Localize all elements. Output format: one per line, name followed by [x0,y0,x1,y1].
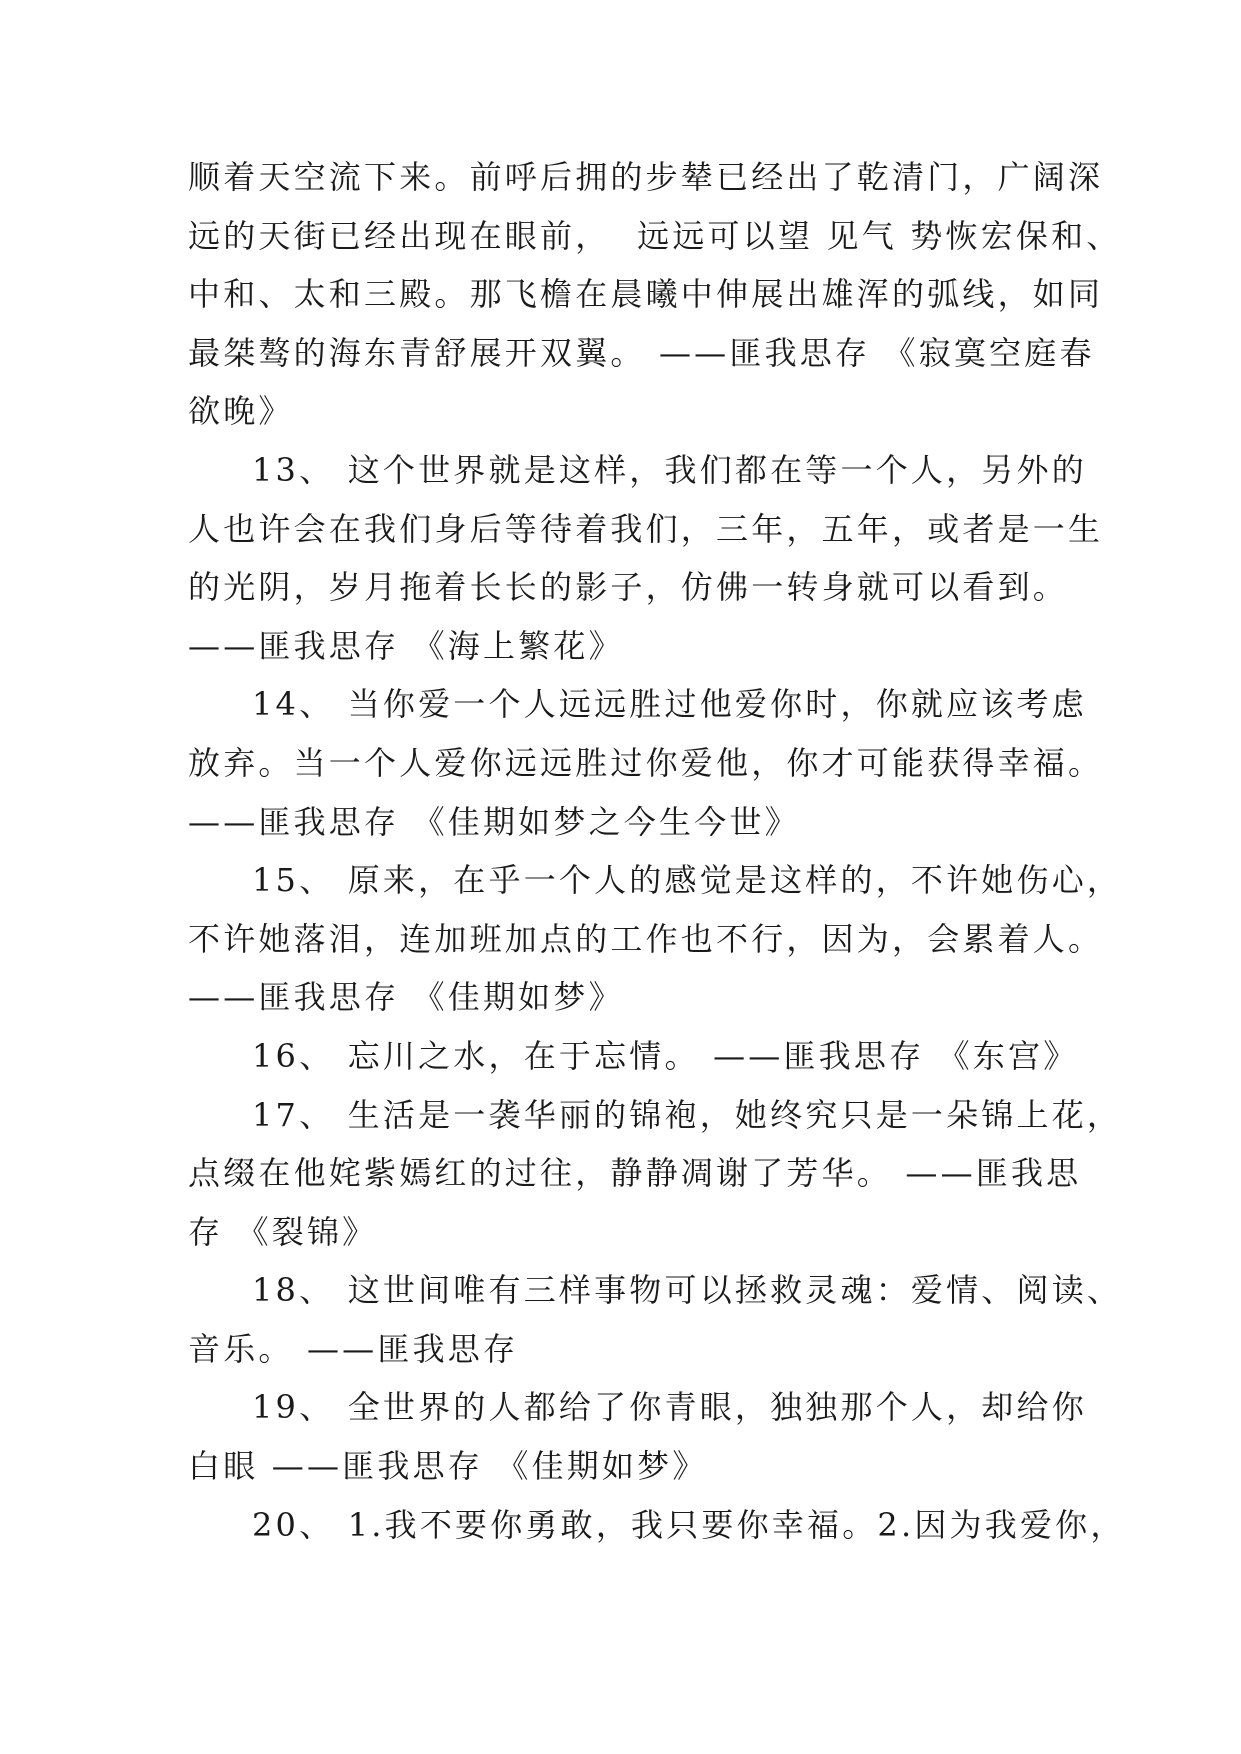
quote-item-15: 15、 原来，在乎一个人的感觉是这样的，不许她伤心， [252,861,1123,900]
attribution-line: 白眼 ——匪我思存 《佳期如梦》 [188,1447,708,1486]
quote-item-18: 18、 这世间唯有三样事物可以拯救灵魂：爱情、阅读、 [252,1271,1123,1310]
quote-item-14: 14、 当你爱一个人远远胜过他爱你时，你就应该考虑 [252,685,1087,724]
text-line: 欲晚》 [188,392,294,431]
text-line: 最桀骜的海东青舒展开双翼。 ——匪我思存 《寂寞空庭春 [188,333,1095,372]
quote-item-19: 19、 全世界的人都给了你青眼，独独那个人，却给你 [252,1388,1087,1427]
quote-item-17: 17、 生活是一袭华丽的锦袍，她终究只是一朵锦上花， [252,1095,1123,1134]
text-line: 远的天街已经出现在眼前， 远远可以望 见气 势恢宏保和、 [188,216,1122,255]
quote-item-16: 16、 忘川之水，在于忘情。 ——匪我思存 《东宫》 [252,1036,1079,1075]
quote-item-13: 13、 这个世界就是这样，我们都在等一个人，另外的 [252,450,1087,489]
attribution-line: ——匪我思存 《佳期如梦之今生今世》 [188,802,800,841]
text-line: 放弃。当一个人爱你远远胜过你爱他，你才可能获得幸福。 [188,743,1104,782]
attribution-line: ——匪我思存 《海上繁花》 [188,626,624,665]
text-line: 不许她落泪，连加班加点的工作也不行，因为，会累着人。 [188,919,1104,958]
text-line: 的光阴，岁月拖着长长的影子，仿佛一转身就可以看到。 [188,568,1069,607]
attribution-line: ——匪我思存 《佳期如梦》 [188,978,624,1017]
text-line: 顺着天空流下来。前呼后拥的步辇已经出了乾清门，广阔深 [188,158,1104,196]
text-line: 点缀在他姹紫嫣红的过往，静静凋谢了芳华。 ——匪我思 [188,1154,1082,1193]
text-line: 中和、太和三殿。那飞檐在晨曦中伸展出雄浑的弧线，如同 [188,275,1104,314]
quote-item-20: 20、 1.我不要你勇敢，我只要你幸福。2.因为我爱你， [252,1505,1126,1544]
text-line: 人也许会在我们身后等待着我们，三年，五年，或者是一生 [188,509,1104,548]
attribution-line: 音乐。 ——匪我思存 [188,1329,519,1368]
attribution-line: 存 《裂锦》 [188,1212,378,1251]
document-body [188,148,1126,1554]
